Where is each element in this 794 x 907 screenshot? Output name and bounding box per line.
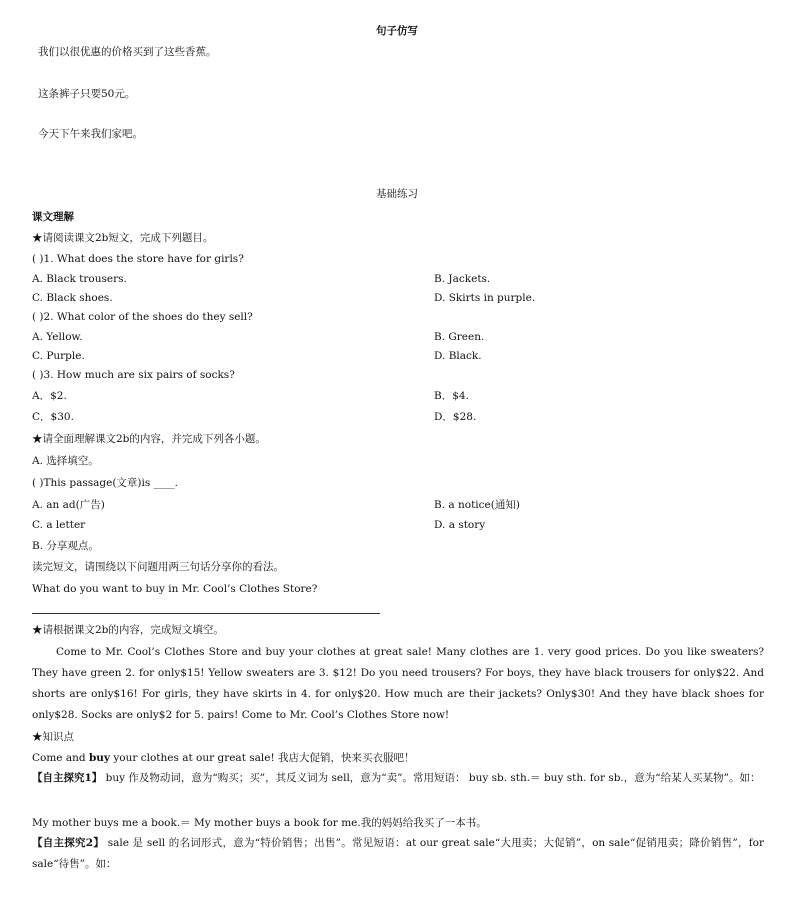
q2-option-a: A. Yellow. xyxy=(32,331,83,343)
kp-line-pre: Come and xyxy=(32,752,89,764)
kp-line-bold: buy xyxy=(88,752,111,764)
q3-option-a: A．$2. xyxy=(32,390,67,402)
sentence-2: 这条裤子只要50元。 xyxy=(38,88,136,100)
sentence-1: 我们以很优惠的价格买到了这些香蕉。 xyxy=(38,46,217,58)
explore-2-label: 【自主探究2】 xyxy=(32,837,105,849)
section2-title: 基础练习 xyxy=(376,188,418,200)
knowledge-point-title: ★知识点 xyxy=(32,731,74,743)
task-3-instruction: ★请根据课文2b的内容，完成短文填空。 xyxy=(32,624,224,636)
q1-option-a: A. Black trousers. xyxy=(32,273,127,285)
explore-1-label: 【自主探究1】 xyxy=(32,772,103,784)
q1-option-c: C. Black shoes. xyxy=(32,292,113,304)
q2-option-c: C. Purple. xyxy=(32,350,85,362)
explore-2 xyxy=(32,833,764,875)
q4-option-c: C. a letter xyxy=(32,519,86,531)
q3-option-c: C．$30. xyxy=(32,411,74,423)
part-b-question: What do you want to buy in Mr. Cool’s Clothes Store? xyxy=(32,583,318,595)
q1-option-d: D. Skirts in purple. xyxy=(434,292,536,304)
q2-option-d: D. Black. xyxy=(434,350,482,362)
task-1-instruction: ★请阅读课文2b短文，完成下列题目。 xyxy=(32,232,214,244)
q4-option-d: D. a story xyxy=(434,519,486,531)
q2-stem: ( )2. What color of the shoes do they sell? xyxy=(32,311,253,323)
q4-option-b: B. a notice(通知) xyxy=(434,499,520,511)
cloze-passage: Come to Mr. Cool’s Clothes Store and buy your clothes at great sale! Many clothes are 1. very good prices. Do you like sweaters? They have green 2. for only$15! Yellow sweaters are 3. $12! Do you need trousers? For boys, they have black trousers for only$22. And shorts are only$16! For girls, they have skirts in 4. for only$20. How much are their jackets? Only$30! And they have black shoes for only$28. Socks are only$2 for 5. pairs! Come to Mr. Cool’s Clothes Store now! xyxy=(32,646,764,721)
kp-line-post: your clothes at our great sale! 我店大促销，快来买衣服吧！ xyxy=(110,752,415,764)
task-2-instruction: ★请全面理解课文2b的内容，并完成下列各小题。 xyxy=(32,433,266,445)
q2-option-b: B. Green. xyxy=(434,331,485,343)
part-b-heading: B. 分享观点。 xyxy=(32,540,99,552)
section2-subtitle: 课文理解 xyxy=(32,211,74,223)
sentence-3: 今天下午来我们家吧。 xyxy=(38,128,143,140)
answer-line xyxy=(32,613,380,614)
q4-option-a: A. an ad(广告) xyxy=(32,499,105,511)
section1-title: 句子仿写 xyxy=(376,25,418,37)
q3-stem: ( )3. How much are six pairs of socks? xyxy=(32,369,235,381)
q3-option-d: D．$28. xyxy=(434,411,477,423)
explore-1-example: My mother buys me a book.＝ My mother buys a book for me.我的妈妈给我买了一本书。 xyxy=(32,817,487,829)
part-b-instruction: 读完短文，请围绕以下问题用两三句话分享你的看法。 xyxy=(32,561,284,573)
q3-option-b: B．$4. xyxy=(434,390,469,402)
explore-1-text: buy 作及物动词，意为“购买；买”，其反义词为 sell，意为“卖”。常用短语： buy sb. sth.＝ buy sth. for sb.，意为“给某人买某物”。如： xyxy=(105,772,761,784)
explore-1 xyxy=(32,768,764,789)
explore-2-text: sale 是 sell 的名词形式，意为“特价销售；出售”。常见短语：at our great sale“大甩卖；大促销”，on sale“促销甩卖；降价销售”，for sale“待售”。如： xyxy=(32,837,764,870)
part-a-heading: A. 选择填空。 xyxy=(32,455,99,467)
knowledge-point-line xyxy=(32,751,415,765)
q1-stem: ( )1. What does the store have for girls? xyxy=(32,253,244,265)
q4-stem: ( )This passage(文章)is ____. xyxy=(32,477,178,489)
q1-option-b: B. Jackets. xyxy=(434,273,491,285)
